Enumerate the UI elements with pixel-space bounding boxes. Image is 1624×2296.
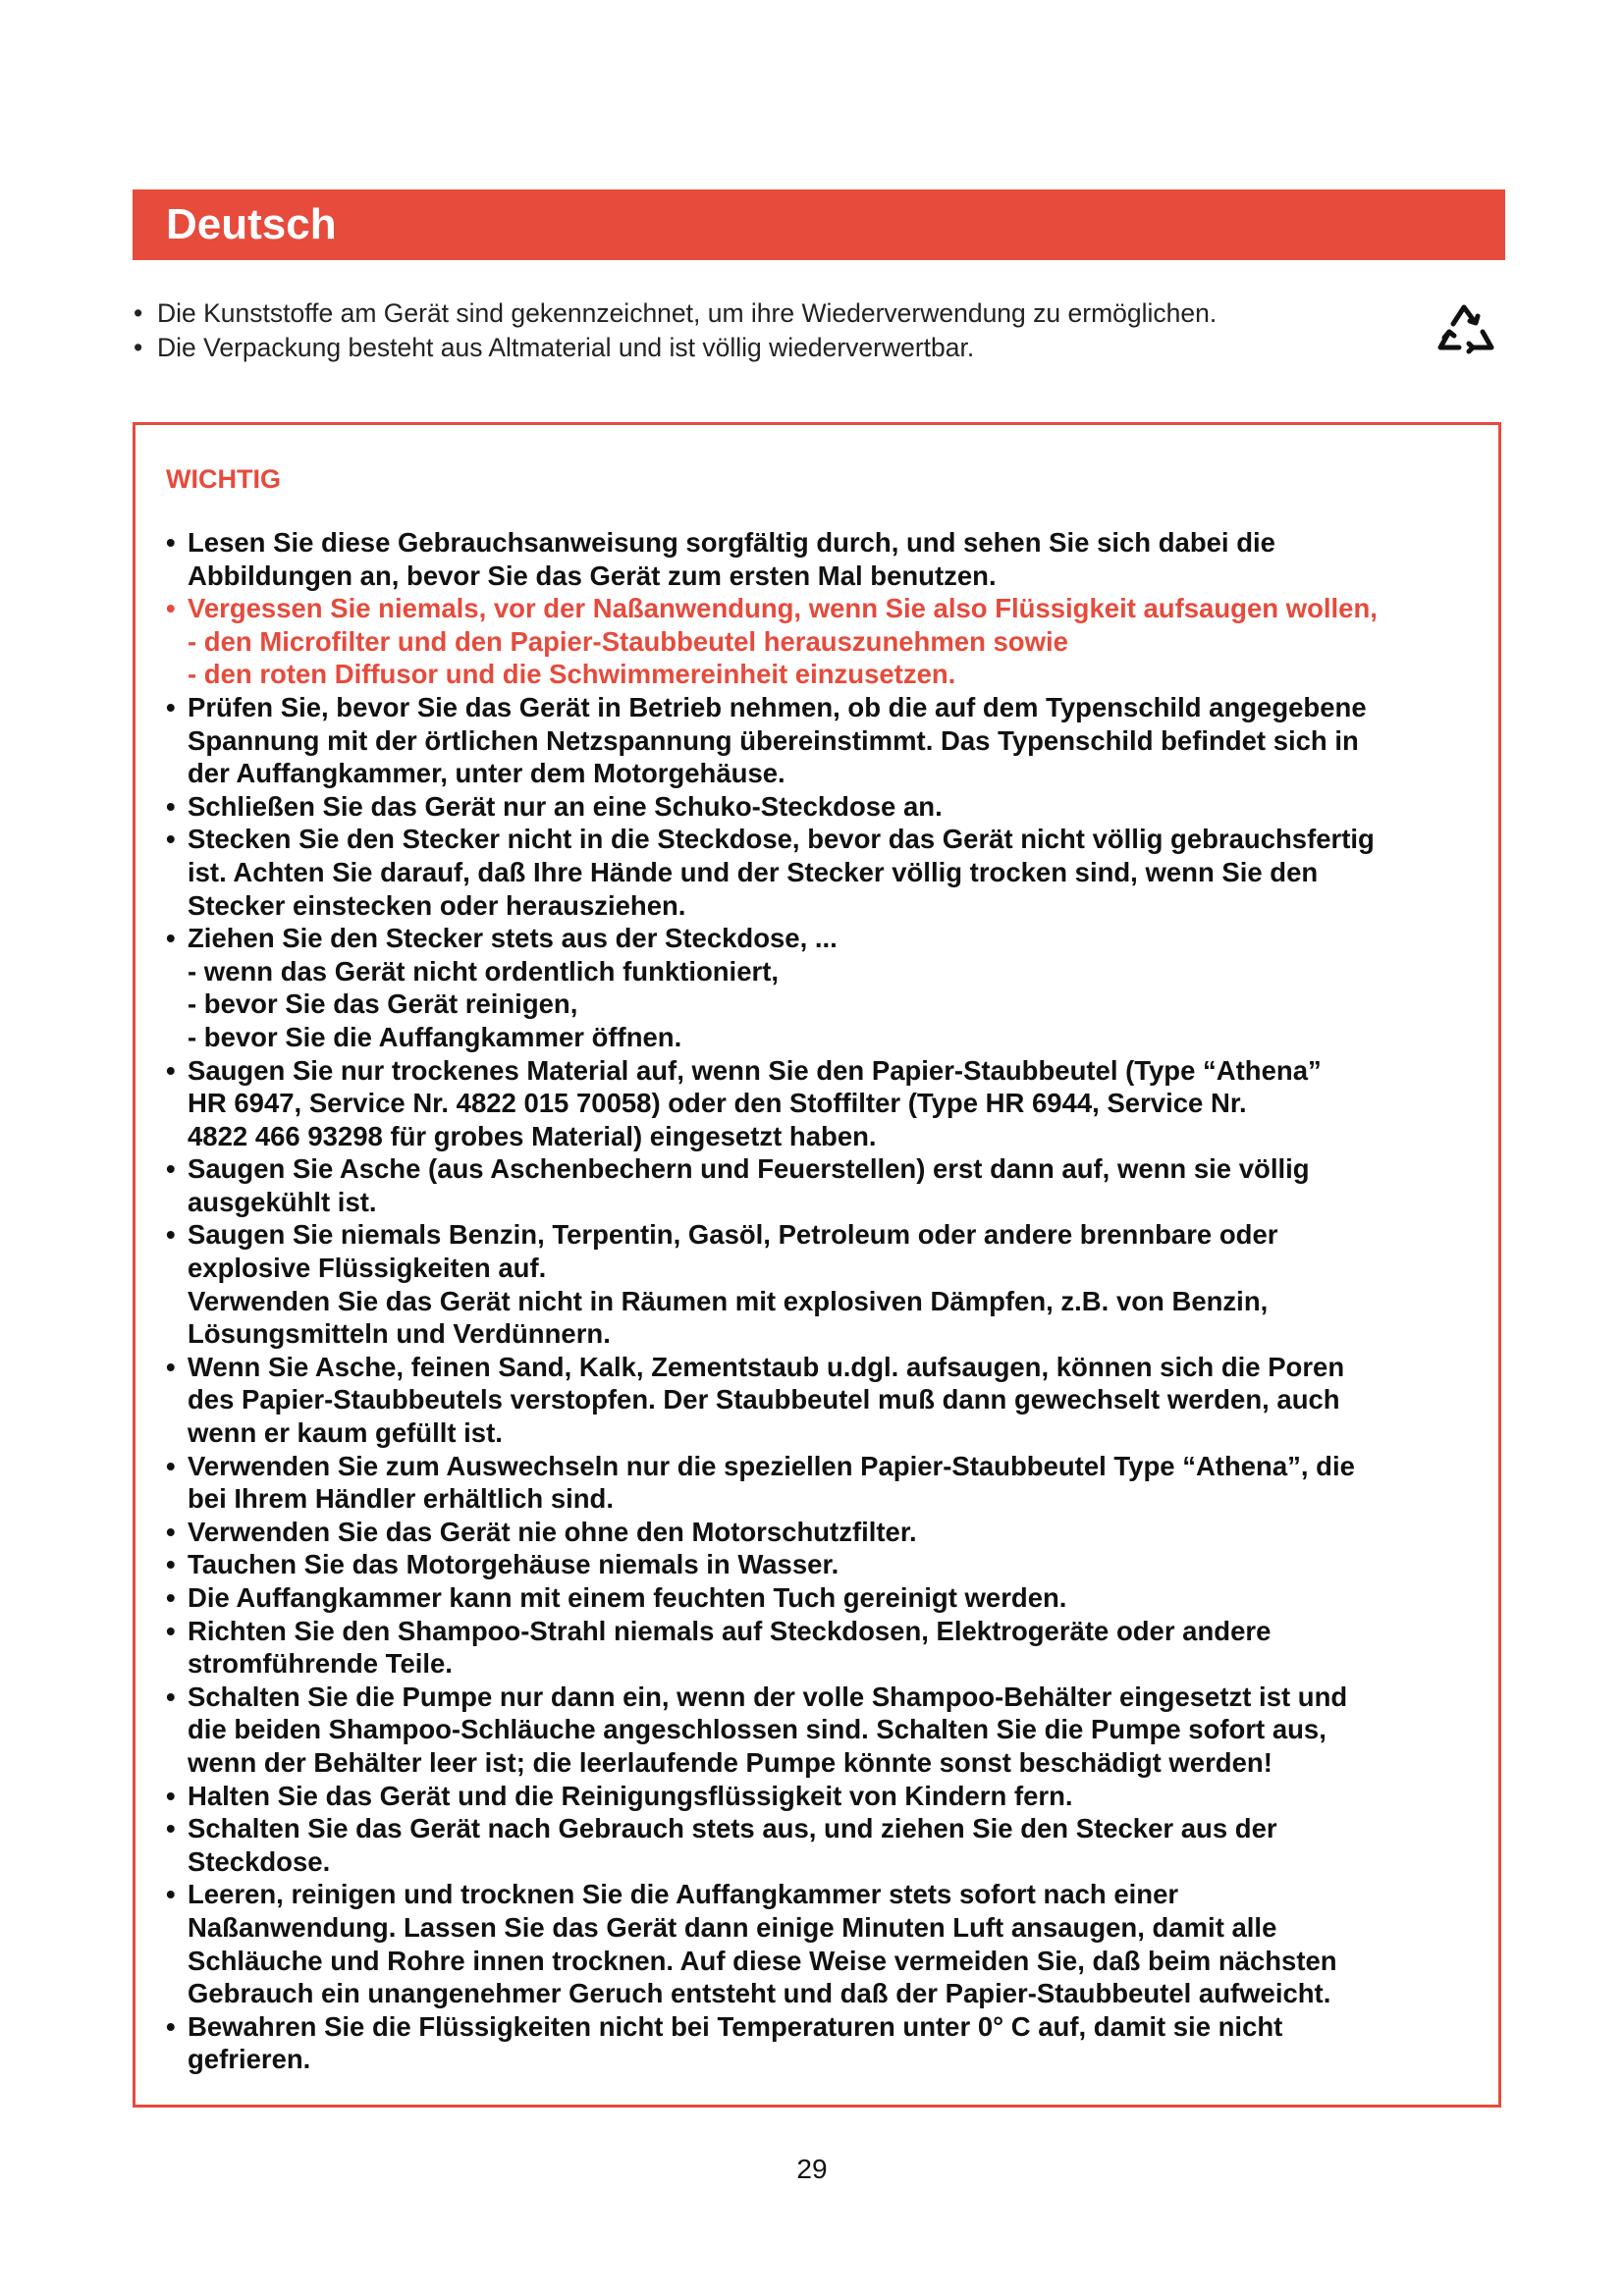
safety-rule-line: • Richten Sie den Shampoo-Strahl niemals auf Steckdosen, Elektrogeräte oder andere (166, 1615, 1491, 1648)
safety-rule-line: die beiden Shampoo-Schläuche angeschlossen sind. Schalten Sie die Pumpe sofort aus, (188, 1714, 1326, 1745)
safety-rule (166, 592, 1491, 691)
safety-rule-line: • Halten Sie das Gerät und die Reinigungsflüssigkeit von Kindern fern. (166, 1780, 1491, 1813)
safety-rule-line: • Stecken Sie den Stecker nicht in die Steckdose, bevor das Gerät nicht völlig gebrauchsfertig (166, 823, 1491, 856)
safety-rule-line: • Schließen Sie das Gerät nur an eine Schuko-Steckdose an. (166, 790, 1491, 824)
language-title: Deutsch (166, 200, 337, 248)
safety-rule-line: • Prüfen Sie, bevor Sie das Gerät in Betrieb nehmen, ob die auf dem Typenschild angegebene (166, 691, 1491, 724)
intro-item: • Die Verpackung besteht aus Altmaterial und ist völlig wiederverwertbar. (134, 331, 1400, 365)
safety-rule-line: Steckdose. (188, 1845, 331, 1877)
safety-rule-line: Abbildungen an, bevor Sie das Gerät zum ersten Mal benutzen. (188, 560, 997, 591)
safety-rule (166, 1681, 1491, 1780)
page-number: 29 (796, 2154, 828, 2184)
safety-rule-line: Stecker einstecken oder herausziehen. (188, 889, 686, 921)
safety-rule-line: Lösungsmitteln und Verdünnern. (188, 1318, 611, 1350)
safety-rule-line: Verwenden Sie das Gerät nicht in Räumen mit explosiven Dämpfen, z.B. von Benzin, (188, 1285, 1269, 1316)
safety-rule-line: explosive Flüssigkeiten auf. (188, 1253, 547, 1284)
safety-rule-line: • Schalten Sie die Pumpe nur dann ein, wenn der volle Shampoo-Behälter eingesetzt ist und (166, 1681, 1491, 1714)
important-heading: WICHTIG (166, 464, 281, 494)
important-notice-box (133, 422, 1501, 2108)
safety-rule (166, 823, 1491, 922)
safety-rule (166, 922, 1491, 1053)
safety-rule-line: • Lesen Sie diese Gebrauchsanweisung sorgfältig durch, und sehen Sie sich dabei die (166, 526, 1491, 560)
safety-rule-line: wenn der Behälter leer ist; die leerlaufende Pumpe könnte sonst beschädigt werden! (188, 1746, 1272, 1778)
safety-rule-line: der Auffangkammer, unter dem Motorgehäuse. (188, 758, 785, 789)
safety-rule-line: • Verwenden Sie zum Auswechseln nur die speziellen Papier-Staubbeutel Type “Athena”, die (166, 1450, 1491, 1483)
safety-rule-line: • Saugen Sie nur trockenes Material auf, wenn Sie den Papier-Staubbeutel (Type “Athena” (166, 1054, 1491, 1088)
safety-rule (166, 2010, 1491, 2076)
safety-rule-line: • Saugen Sie niemals Benzin, Terpentin, Gasöl, Petroleum oder andere brennbare oder (166, 1218, 1491, 1252)
safety-rule (166, 1054, 1491, 1153)
safety-rule-line: stromführende Teile. (188, 1648, 453, 1680)
safety-rule-line: • Die Auffangkammer kann mit einem feuchten Tuch gereinigt werden. (166, 1581, 1491, 1615)
safety-rule (166, 1218, 1491, 1350)
safety-rule-line: • Vergessen Sie niemals, vor der Naßanwendung, wenn Sie also Flüssigkeit aufsaugen wollen, (166, 592, 1491, 625)
safety-rule-line: - wenn das Gerät nicht ordentlich funktioniert, (188, 955, 779, 987)
safety-rule (166, 1516, 1491, 1549)
safety-rule-line: • Ziehen Sie den Stecker stets aus der Steckdose, ... (166, 922, 1491, 955)
safety-rule-line: • Wenn Sie Asche, feinen Sand, Kalk, Zementstaub u.dgl. aufsaugen, können sich die Poren (166, 1351, 1491, 1384)
safety-rule-line: • Leeren, reinigen und trocknen Sie die Auffangkammer stets sofort nach einer (166, 1878, 1491, 1911)
safety-rule-line: • Schalten Sie das Gerät nach Gebrauch stets aus, und ziehen Sie den Stecker aus der (166, 1812, 1491, 1845)
safety-rule-line: wenn er kaum gefüllt ist. (188, 1417, 503, 1449)
safety-rule (166, 526, 1491, 592)
safety-rule-line: ist. Achten Sie darauf, daß Ihre Hände und der Stecker völlig trocken sind, wenn Sie den (188, 856, 1319, 887)
safety-rule (166, 691, 1491, 790)
safety-rule-line: Gebrauch ein unangenehmer Geruch entsteht und daß der Papier-Staubbeutel aufweicht. (188, 1978, 1331, 2009)
safety-rule-line: - den roten Diffusor und die Schwimmereinheit einzusetzen. (188, 659, 956, 690)
safety-rule-line: - bevor Sie das Gerät reinigen, (188, 988, 578, 1020)
safety-rule (166, 790, 1491, 824)
safety-rule-line: - bevor Sie die Auffangkammer öffnen. (188, 1021, 682, 1052)
recycle-icon (1432, 294, 1500, 363)
safety-rule (166, 1351, 1491, 1450)
safety-rules-list (166, 526, 1491, 2076)
safety-rule (166, 1812, 1491, 1878)
safety-rule (166, 1878, 1491, 2009)
safety-rule-line: bei Ihrem Händler erhältlich sind. (188, 1483, 614, 1515)
safety-rule (166, 1615, 1491, 1681)
safety-rule-line: Naßanwendung. Lassen Sie das Gerät dann einige Minuten Luft ansaugen, damit alle (188, 1911, 1277, 1943)
safety-rule (166, 1581, 1491, 1615)
safety-rule-line: • Tauchen Sie das Motorgehäuse niemals in Wasser. (166, 1548, 1491, 1581)
language-header-bar (133, 189, 1505, 260)
safety-rule (166, 1780, 1491, 1813)
safety-rule-line: - den Microfilter und den Papier-Staubbeutel herauszunehmen sowie (188, 625, 1068, 657)
safety-rule (166, 1450, 1491, 1516)
safety-rule-line: • Saugen Sie Asche (aus Aschenbechern und Feuerstellen) erst dann auf, wenn sie völlig (166, 1152, 1491, 1186)
safety-rule-line: HR 6947, Service Nr. 4822 015 70058) oder den Stoffilter (Type HR 6944, Service Nr. (188, 1088, 1247, 1119)
safety-rule-line: 4822 466 93298 für grobes Material) eingesetzt haben. (188, 1120, 877, 1151)
safety-rule-line: des Papier-Staubbeutels verstopfen. Der Staubbeutel muß dann gewechselt werden, auch (188, 1384, 1340, 1415)
safety-rule (166, 1152, 1491, 1218)
safety-rule (166, 1548, 1491, 1581)
intro-item: • Die Kunststoffe am Gerät sind gekennzeichnet, um ihre Wiederverwendung zu ermöglichen. (134, 296, 1400, 331)
safety-rule-line: • Verwenden Sie das Gerät nie ohne den Motorschutzfilter. (166, 1516, 1491, 1549)
safety-rule-line: Schläuche und Rohre innen trocknen. Auf diese Weise vermeiden Sie, daß beim nächsten (188, 1945, 1337, 1976)
safety-rule-line: gefrieren. (188, 2044, 311, 2075)
safety-rule-line: Spannung mit der örtlichen Netzspannung übereinstimmt. Das Typenschild befindet sich in (188, 724, 1359, 756)
safety-rule-line: • Bewahren Sie die Flüssigkeiten nicht bei Temperaturen unter 0° C auf, damit sie nicht (166, 2010, 1491, 2044)
intro-list (134, 296, 1400, 365)
safety-rule-line: ausgekühlt ist. (188, 1186, 377, 1217)
